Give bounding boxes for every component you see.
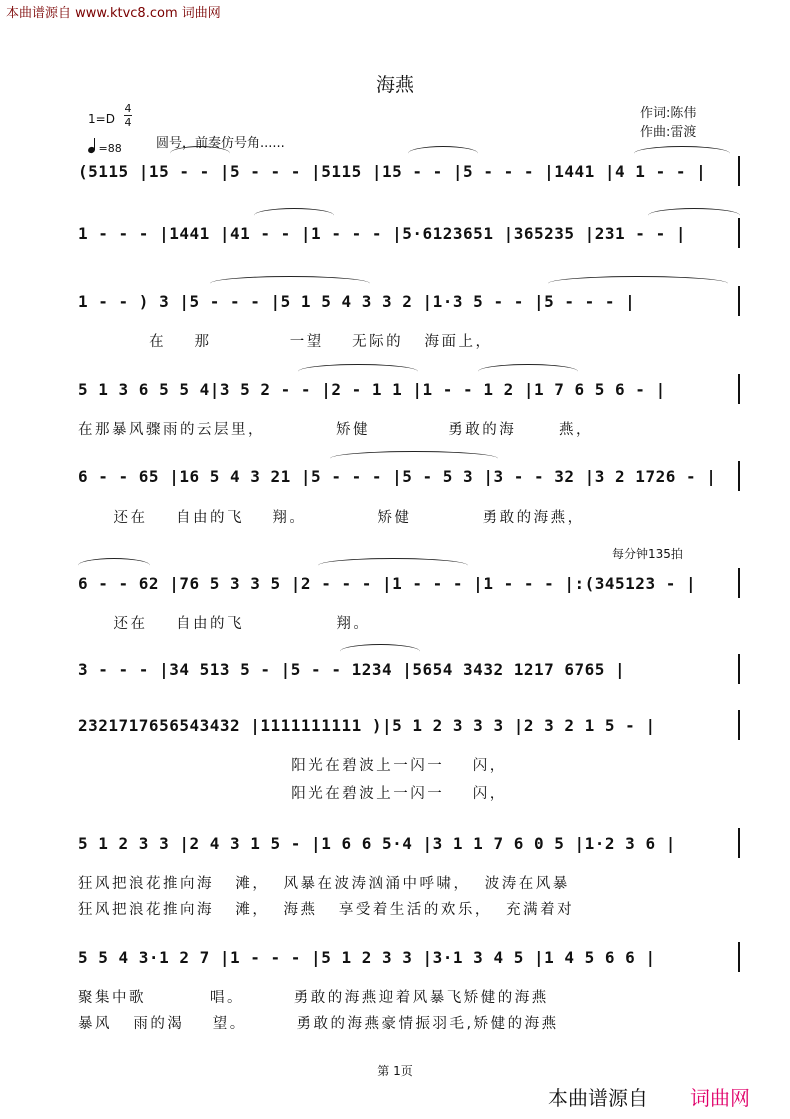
staff-line-10 [78, 948, 740, 988]
staff-line-9 [78, 834, 740, 874]
lyric-line: 狂风把浪花推向海 滩， 海燕 享受着生活的欢乐， 充满着对 [78, 902, 575, 918]
time-denominator: 4 [124, 116, 132, 129]
staff-line-5 [78, 467, 740, 507]
notes: 5 1 2 3 3 |2 4 3 1 5 - |1 6 6 5·4 |3 1 1 7 6 0 5 |1·2 3 6 | [78, 834, 676, 853]
notes: 6 - - 65 |16 5 4 3 21 |5 - - - |5 - 5 3 |3 - - 32 |3 2 1726 - | [78, 467, 717, 486]
slur [210, 276, 370, 291]
composer: 作曲:雷渡 [640, 125, 697, 140]
slur [478, 364, 578, 379]
slur [648, 208, 740, 223]
slur [330, 451, 498, 466]
notes: 2321717656543432 |1111111111 )|5 1 2 3 3 3 |2 3 2 1 5 - | [78, 716, 656, 735]
notes: 6 - - 62 |76 5 3 3 5 |2 - - - |1 - - - |1 - - - |:(345123 - | [78, 574, 697, 593]
tempo-marking [88, 138, 122, 155]
notes: 5 5 4 3·1 2 7 |1 - - - |5 1 2 3 3 |3·1 3 4 5 |1 4 5 6 6 | [78, 948, 656, 967]
watermark-right: 词曲网 [690, 1086, 750, 1110]
slur [548, 276, 728, 291]
tempo-change-marking: 每分钟135拍 [612, 547, 683, 561]
lyric-line: 阳光在碧波上一闪一 闪， [78, 758, 507, 774]
slur [340, 644, 420, 659]
staff-line-7 [78, 660, 740, 700]
intro-annotation: 圆号，前奏仿号角...... [156, 136, 285, 151]
lyric-line: 狂风把浪花推向海 滩， 风暴在波涛汹涌中呼啸， 波涛在风暴 [78, 876, 570, 892]
slur [298, 364, 418, 379]
lyric-line: 还在 自由的飞 翔。 矫健 勇敢的海燕， [78, 510, 585, 526]
quarter-note-icon [87, 146, 96, 154]
lyric-line: 还在 自由的飞 翔。 [78, 616, 371, 632]
watermark-left: 本曲谱源自 [548, 1086, 648, 1110]
notes: 3 - - - |34 513 5 - |5 - - 1234 |5654 3432 1217 6765 | [78, 660, 626, 679]
slur [170, 146, 230, 161]
notes: 1 - - - |1441 |41 - - |1 - - - |5·6123651 |365235 |231 - - | [78, 224, 686, 243]
lyricist: 作词:陈伟 [640, 106, 697, 121]
staff-line-8 [78, 716, 740, 756]
staff-line-6 [78, 574, 740, 614]
notes: 1 - - ) 3 |5 - - - |5 1 5 4 3 3 2 |1·3 5 - - |5 - - - | [78, 292, 636, 311]
slur [254, 208, 334, 223]
time-numerator: 4 [124, 102, 132, 115]
page-number: 第 1页 [377, 1064, 413, 1078]
staff-line-1 [78, 162, 740, 202]
slur [408, 146, 478, 161]
lyric-line: 阳光在碧波上一闪一 闪， [78, 786, 507, 802]
lyric-line: 聚集中歌 唱。 勇敢的海燕迎着风暴飞矫健的海燕 [78, 990, 549, 1006]
time-signature [124, 102, 132, 129]
lyric-line: 暴风 雨的渴 望。 勇敢的海燕豪情振羽毛,矫健的海燕 [78, 1016, 559, 1032]
credits [640, 104, 696, 142]
lyric-line: 在 那 一望 无际的 海面上， [78, 334, 493, 350]
tempo-value: =88 [98, 142, 122, 155]
notes: (5115 |15 - - |5 - - - |5115 |15 - - |5 - - - |1441 |4 1 - - | [78, 162, 707, 181]
staff-line-2 [78, 224, 740, 264]
source-header: 本曲谱源自 www.ktvc8.com 词曲网 [6, 6, 221, 21]
lyric-line: 在那暴风骤雨的云层里， 矫健 勇敢的海 燕， [78, 422, 593, 438]
slur [78, 558, 150, 573]
key-signature: 1=D [88, 112, 115, 126]
slur [634, 146, 730, 161]
staff-line-4 [78, 380, 740, 420]
notes: 5 1 3 6 5 5 4|3 5 2 - - |2 - 1 1 |1 - - 1 2 |1 7 6 5 6 - | [78, 380, 666, 399]
staff-line-3 [78, 292, 740, 332]
song-title: 海燕 [375, 74, 414, 96]
slur [318, 558, 468, 573]
